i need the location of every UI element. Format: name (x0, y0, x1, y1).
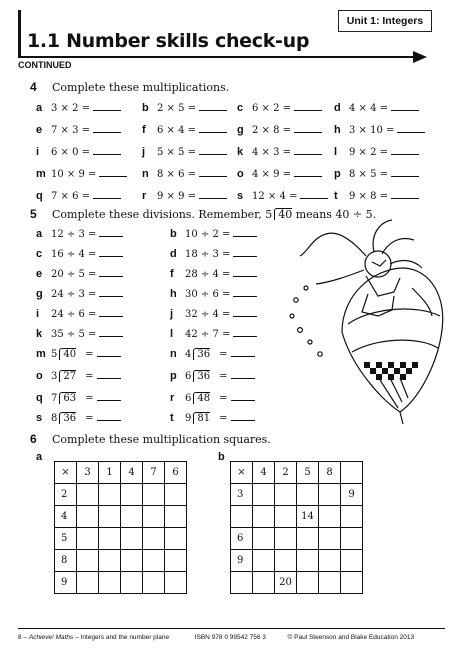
answer-blank[interactable] (99, 169, 127, 177)
grid-cell[interactable] (319, 572, 341, 594)
grid-row (55, 572, 187, 594)
q4-item-q (36, 190, 121, 202)
answer-blank[interactable] (233, 309, 257, 317)
equals-sign: = (219, 413, 228, 424)
q5-item-c (36, 248, 123, 260)
question-5-instruction: Complete these divisions. Remember, 5 40 means 40 ÷ 5. (52, 208, 377, 221)
item-letter: r (170, 392, 175, 404)
grid-cell[interactable] (253, 572, 275, 594)
item-letter: l (334, 146, 338, 158)
item-letter: b (142, 102, 149, 114)
item-expression: 9 × 8 = (349, 191, 389, 202)
q5-item-b (170, 228, 257, 240)
q5-item-t (170, 412, 255, 424)
grid-cell[interactable] (121, 528, 143, 550)
answer-blank[interactable] (294, 147, 322, 155)
grid-left-header: 4 (55, 506, 77, 528)
q5-item-j (170, 308, 257, 320)
answer-blank[interactable] (199, 125, 227, 133)
footer-rule (18, 628, 445, 629)
item-letter: j (170, 308, 174, 320)
grid-cell[interactable] (341, 572, 363, 594)
q5-item-n (170, 348, 255, 360)
answer-blank[interactable] (231, 371, 255, 379)
grid-row (231, 484, 363, 506)
dividend: 36 (59, 412, 76, 424)
grid-cell[interactable] (143, 528, 165, 550)
grid-cell[interactable] (297, 484, 319, 506)
divisor: 3 (51, 371, 58, 382)
times-sign: × (55, 462, 77, 484)
answer-blank[interactable] (391, 147, 419, 155)
dividend: 81 (193, 412, 210, 424)
grid-row (55, 550, 187, 572)
grid-row (55, 506, 187, 528)
grid-cell[interactable] (99, 550, 121, 572)
equals-sign: = (219, 371, 228, 382)
divisor: 6 (185, 371, 192, 382)
item-expression: 10 × 9 = (51, 169, 97, 180)
grid-left-header (231, 572, 253, 594)
grid-cell[interactable] (275, 528, 297, 550)
q4-item-k (237, 146, 322, 158)
grid-cell[interactable] (165, 550, 187, 572)
grid-top-header: 3 (77, 462, 99, 484)
item-expression: 16 ÷ 4 = (51, 249, 97, 260)
grid-left-header: 5 (55, 528, 77, 550)
item-letter: l (170, 328, 174, 340)
grid-left-header: 2 (55, 484, 77, 506)
q4-item-d (334, 102, 419, 114)
answer-blank[interactable] (199, 147, 227, 155)
item-letter: r (142, 190, 147, 202)
title-bar (18, 10, 21, 58)
item-expression: 7 × 3 = (51, 125, 91, 136)
q5-item-r (170, 392, 255, 404)
q4-item-s (237, 190, 328, 202)
unit-tag: Unit 1: Integers (338, 10, 432, 32)
rocket-rider-illustration (282, 212, 454, 424)
grid-left-header: 6 (231, 528, 253, 550)
item-expression: 20 ÷ 5 = (51, 269, 97, 280)
grid-row (231, 506, 363, 528)
equals-sign: = (85, 371, 94, 382)
item-expression: 6 × 2 = (252, 103, 292, 114)
answer-blank[interactable] (199, 191, 227, 199)
q4-item-a (36, 102, 121, 114)
grid-b-label: b (218, 451, 225, 463)
dividend: 27 (59, 370, 76, 382)
item-letter: e (36, 268, 43, 280)
answer-blank[interactable] (391, 103, 419, 111)
continued-label: CONTINUED (18, 60, 72, 70)
item-letter: h (170, 288, 177, 300)
dividend: 36 (193, 348, 210, 360)
grid-cell[interactable] (319, 484, 341, 506)
answer-blank[interactable] (294, 169, 322, 177)
grid-cell[interactable] (143, 484, 165, 506)
footer (18, 634, 414, 641)
item-letter: g (36, 288, 43, 300)
item-expression: 8 × 6 = (157, 169, 197, 180)
q4-item-p (334, 168, 419, 180)
grid-top-header: 1 (99, 462, 121, 484)
footer-page: 8 – (18, 634, 28, 641)
answer-blank[interactable] (199, 103, 227, 111)
grid-row (231, 528, 363, 550)
grid-top-header: 8 (319, 462, 341, 484)
grid-cell[interactable] (99, 506, 121, 528)
item-letter: a (36, 102, 43, 114)
item-expression: 2 × 5 = (157, 103, 197, 114)
q5-item-a (36, 228, 123, 240)
item-letter: f (142, 124, 146, 136)
item-expression: 42 ÷ 7 = (185, 329, 231, 340)
equals-sign: = (85, 349, 94, 360)
grid-cell[interactable] (77, 484, 99, 506)
answer-blank[interactable] (231, 393, 255, 401)
item-letter: a (36, 228, 43, 240)
grid-cell[interactable] (253, 484, 275, 506)
answer-blank[interactable] (99, 249, 123, 257)
answer-blank[interactable] (93, 191, 121, 199)
item-expression: 10 ÷ 2 = (185, 229, 231, 240)
answer-blank[interactable] (233, 229, 257, 237)
equals-sign: = (85, 393, 94, 404)
arrow-right-icon (413, 51, 427, 63)
answer-blank[interactable] (397, 125, 425, 133)
item-expression: 4 × 4 = (349, 103, 389, 114)
grid-cell[interactable] (143, 506, 165, 528)
item-expression: 9 × 2 = (349, 147, 389, 158)
q4-item-n (142, 168, 227, 180)
grid-cell[interactable] (319, 506, 341, 528)
grid-cell[interactable] (121, 572, 143, 594)
item-expression: 8 × 5 = (349, 169, 389, 180)
q5-item-o (36, 370, 121, 382)
divisor: 9 (185, 413, 192, 424)
grid-cell[interactable] (99, 484, 121, 506)
divisor: 6 (185, 393, 192, 404)
grid-cell[interactable] (297, 528, 319, 550)
q4-item-o (237, 168, 322, 180)
dividend: 40 (59, 348, 76, 360)
grid-row (231, 550, 363, 572)
item-expression: 12 ÷ 3 = (51, 229, 97, 240)
q5-item-q (36, 392, 121, 404)
grid-cell[interactable] (275, 506, 297, 528)
item-letter: d (170, 248, 177, 260)
item-letter: i (36, 308, 40, 320)
grid-cell[interactable] (77, 528, 99, 550)
answer-blank[interactable] (93, 103, 121, 111)
q4-item-h (334, 124, 425, 136)
grid-header-row (55, 462, 187, 484)
grid-cell[interactable] (341, 550, 363, 572)
grid-cell[interactable]: 14 (297, 506, 319, 528)
answer-blank[interactable] (233, 269, 257, 277)
grid-cell[interactable] (143, 550, 165, 572)
item-letter: h (334, 124, 341, 136)
item-expression: 9 × 9 = (157, 191, 197, 202)
answer-blank[interactable] (97, 393, 121, 401)
q4-item-l (334, 146, 419, 158)
item-expression: 28 ÷ 4 = (185, 269, 231, 280)
item-expression: 24 ÷ 3 = (51, 289, 97, 300)
answer-blank[interactable] (97, 371, 121, 379)
multiplication-square-b (230, 461, 363, 594)
grid-top-header: 2 (275, 462, 297, 484)
item-expression: 5 × 5 = (157, 147, 197, 158)
answer-blank[interactable] (97, 349, 121, 357)
question-6-number: 6 (30, 432, 37, 446)
answer-blank[interactable] (233, 249, 257, 257)
item-letter: i (36, 146, 40, 158)
equals-sign: = (219, 349, 228, 360)
answer-blank[interactable] (231, 349, 255, 357)
answer-blank[interactable] (391, 169, 419, 177)
q4-item-t (334, 190, 419, 202)
grid-left-header: 8 (55, 550, 77, 572)
grid-a-label: a (36, 451, 43, 463)
footer-section: – Integers and the number plane (75, 634, 170, 641)
question-4-number: 4 (30, 80, 37, 94)
q5-item-e (36, 268, 123, 280)
grid-top-header: 4 (121, 462, 143, 484)
item-letter: t (334, 190, 338, 202)
equals-sign: = (85, 413, 94, 424)
grid-cell[interactable] (143, 572, 165, 594)
q5-item-k (36, 328, 123, 340)
grid-top-header: 6 (165, 462, 187, 484)
answer-blank[interactable] (231, 413, 255, 421)
dividend: 48 (193, 392, 210, 404)
item-letter: p (170, 370, 177, 382)
grid-cell[interactable] (121, 506, 143, 528)
answer-blank[interactable] (233, 329, 257, 337)
grid-cell[interactable] (121, 550, 143, 572)
q5-item-g (36, 288, 123, 300)
item-letter: c (237, 102, 244, 114)
item-letter: d (334, 102, 341, 114)
answer-blank[interactable] (99, 289, 123, 297)
divisor: 4 (185, 349, 192, 360)
item-letter: q (36, 190, 43, 202)
q5-item-p (170, 370, 255, 382)
question-6-instruction: Complete these multiplication squares. (52, 433, 271, 446)
item-letter: m (36, 168, 46, 180)
item-letter: g (237, 124, 244, 136)
item-expression: 18 ÷ 3 = (185, 249, 231, 260)
grid-top-header: 4 (253, 462, 275, 484)
title-rule (18, 56, 418, 58)
item-letter: s (237, 190, 244, 202)
item-expression: 4 × 9 = (252, 169, 292, 180)
answer-blank[interactable] (233, 289, 257, 297)
q5-item-i (36, 308, 123, 320)
grid-row (55, 528, 187, 550)
divisor: 7 (51, 393, 58, 404)
item-letter: f (170, 268, 174, 280)
dividend: 36 (193, 370, 210, 382)
item-letter: q (36, 392, 43, 404)
q4-item-r (142, 190, 227, 202)
item-letter: k (237, 146, 244, 158)
item-expression: 24 ÷ 6 = (51, 309, 97, 320)
item-letter: p (334, 168, 341, 180)
grid-cell[interactable] (341, 506, 363, 528)
q4-item-g (237, 124, 322, 136)
grid-cell[interactable] (297, 572, 319, 594)
answer-blank[interactable] (99, 329, 123, 337)
q4-item-m (36, 168, 127, 180)
question-5-number: 5 (30, 207, 37, 221)
multiplication-square-a (54, 461, 187, 594)
q5-item-l (170, 328, 257, 340)
q4-item-f (142, 124, 227, 136)
grid-header-row (231, 462, 363, 484)
q4-item-c (237, 102, 322, 114)
item-letter: c (36, 248, 43, 260)
item-letter: n (170, 348, 177, 360)
grid-cell[interactable] (165, 572, 187, 594)
item-expression: 35 ÷ 5 = (51, 329, 97, 340)
item-expression: 6 × 0 = (51, 147, 91, 158)
q5-item-h (170, 288, 257, 300)
equals-sign: = (219, 393, 228, 404)
item-letter: s (36, 412, 43, 424)
answer-blank[interactable] (99, 269, 123, 277)
answer-blank[interactable] (99, 309, 123, 317)
item-letter: o (237, 168, 244, 180)
grid-cell[interactable] (165, 506, 187, 528)
grid-row (231, 572, 363, 594)
grid-left-header: 9 (231, 550, 253, 572)
q5-item-d (170, 248, 257, 260)
grid-cell[interactable] (297, 550, 319, 572)
item-expression: 4 × 3 = (252, 147, 292, 158)
answer-blank[interactable] (391, 191, 419, 199)
answer-blank[interactable] (199, 169, 227, 177)
answer-blank[interactable] (93, 147, 121, 155)
grid-cell[interactable] (319, 550, 341, 572)
times-sign: × (231, 462, 253, 484)
answer-blank[interactable] (99, 229, 123, 237)
grid-cell[interactable] (165, 484, 187, 506)
item-letter: k (36, 328, 43, 340)
grid-cell[interactable] (275, 550, 297, 572)
grid-cell[interactable] (253, 550, 275, 572)
grid-cell[interactable] (165, 528, 187, 550)
q4-item-i (36, 146, 121, 158)
item-expression: 3 × 10 = (349, 125, 395, 136)
grid-top-header: 5 (297, 462, 319, 484)
grid-top-header: 7 (143, 462, 165, 484)
item-letter: o (36, 370, 43, 382)
grid-left-header (231, 506, 253, 528)
item-expression: 2 × 8 = (252, 125, 292, 136)
item-letter: t (170, 412, 174, 424)
q4-item-j (142, 146, 227, 158)
item-expression: 12 × 4 = (252, 191, 298, 202)
grid-cell[interactable] (341, 528, 363, 550)
q5-item-s (36, 412, 121, 424)
page-title: 1.1 Number skills check-up (27, 30, 310, 52)
grid-cell[interactable] (319, 528, 341, 550)
q4-item-b (142, 102, 227, 114)
answer-blank[interactable] (93, 125, 121, 133)
grid-left-header: 9 (55, 572, 77, 594)
question-4-instruction: Complete these multiplications. (52, 81, 230, 94)
q5-item-m (36, 348, 121, 360)
grid-cell[interactable] (99, 572, 121, 594)
item-letter: e (36, 124, 43, 136)
answer-blank[interactable] (97, 413, 121, 421)
item-expression: 6 × 4 = (157, 125, 197, 136)
grid-cell[interactable] (253, 506, 275, 528)
answer-blank[interactable] (300, 191, 328, 199)
divisor: 5 (51, 349, 58, 360)
grid-cell[interactable] (275, 484, 297, 506)
grid-row (55, 484, 187, 506)
dividend: 63 (59, 392, 76, 404)
item-expression: 3 × 2 = (51, 103, 91, 114)
footer-isbn: ISBN 978 0 99542 756 3 (194, 634, 266, 641)
grid-cell[interactable] (77, 572, 99, 594)
divisor: 8 (51, 413, 58, 424)
item-letter: m (36, 348, 46, 360)
grid-cell[interactable] (121, 484, 143, 506)
footer-book: Achieve! Maths (28, 634, 74, 641)
footer-copyright: © Paul Steenson and Blake Education 2013 (287, 634, 415, 641)
grid-top-header (341, 462, 363, 484)
q5-item-f (170, 268, 257, 280)
grid-cell[interactable]: 20 (275, 572, 297, 594)
grid-cell[interactable] (253, 528, 275, 550)
grid-cell[interactable]: 9 (341, 484, 363, 506)
answer-blank[interactable] (294, 103, 322, 111)
grid-cell[interactable] (77, 550, 99, 572)
grid-cell[interactable] (77, 506, 99, 528)
item-letter: n (142, 168, 149, 180)
item-expression: 32 ÷ 4 = (185, 309, 231, 320)
grid-cell[interactable] (99, 528, 121, 550)
item-letter: b (170, 228, 177, 240)
item-expression: 7 × 6 = (51, 191, 91, 202)
answer-blank[interactable] (294, 125, 322, 133)
q4-item-e (36, 124, 121, 136)
grid-left-header: 3 (231, 484, 253, 506)
item-letter: j (142, 146, 146, 158)
item-expression: 30 ÷ 6 = (185, 289, 231, 300)
